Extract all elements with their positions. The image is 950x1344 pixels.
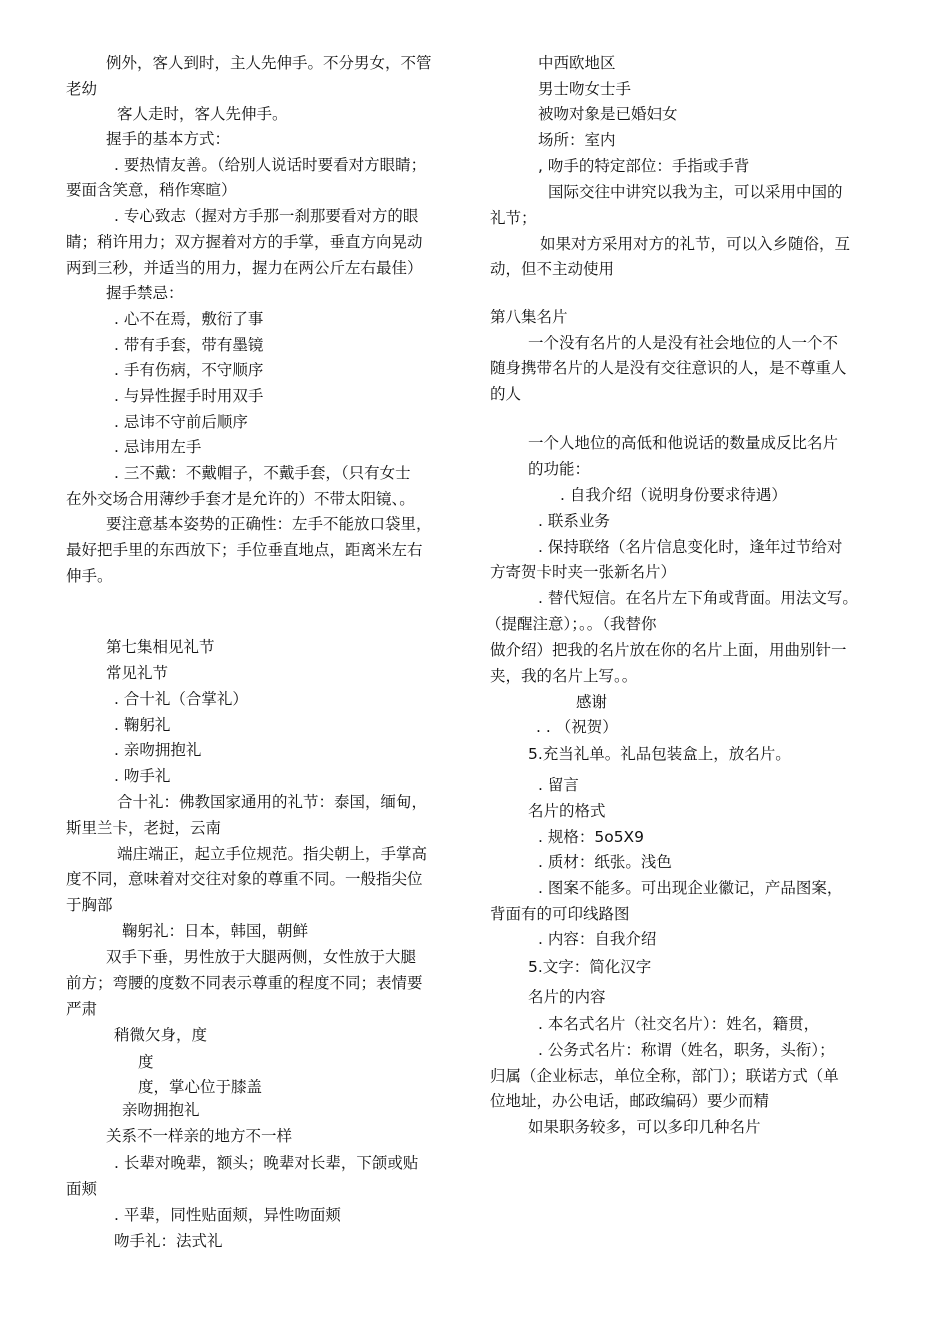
text-line: 关系不一样亲的地方不一样 [106,1127,293,1145]
text-line: . 替代短信。在名片左下角或背面。用法文写。 [538,589,858,607]
text-line: 例外，客人到时，主人先伸手。不分男女，不管 [106,54,432,72]
text-line: 合十礼：佛教国家通用的礼节：泰国，缅甸， [117,793,428,811]
text-line: 归属（企业标志，单位全称，部门）；联诺方式（单 [490,1067,839,1085]
text-line: 中西欧地区 [538,54,616,72]
text-line: . 保持联络（名片信息变化时，逢年过节给对 [538,538,843,556]
text-line: . 忌讳不守前后顺序 [114,413,248,431]
text-line: . 规格：5o5X9 [538,828,645,846]
text-line: 度，掌心位于膝盖 [138,1078,263,1096]
text-line: 老幼 [66,80,98,98]
text-line: （提醒注意）；。。（我替你 [486,615,657,633]
text-line: . 图案不能多。可出现企业徽记，产品图案， [538,879,843,897]
text-line: 鞠躬礼：日本，韩国，朝鲜 [122,922,309,940]
section-heading: 第七集相见礼节 [106,638,215,656]
text-line: . 鞠躬礼 [114,716,171,734]
text-line: 的功能： [528,460,591,478]
text-line: 男士吻女士手 [538,80,632,98]
text-line: 握手的基本方式： [106,130,231,148]
text-line: 5.充当礼单。礼品包装盒上，放名片。 [528,745,791,763]
text-line: 位地址，办公电话，邮政编码）要少而精 [490,1092,770,1110]
text-line: 场所：室内 [538,131,616,149]
text-line: 常见礼节 [106,664,169,682]
text-line: . 三不戴：不戴帽子，不戴手套，（只有女士 [114,464,411,482]
text-line: 一个人地位的高低和他说话的数量成反比名片 [528,434,839,452]
text-line: 名片的格式 [528,802,606,820]
text-line: 最好把手里的东西放下；手位垂直地点，距离米左右 [66,541,423,559]
text-line: 的人 [490,385,522,403]
text-line: . 吻手礼 [114,767,171,785]
text-line: 随身携带名片的人是没有交往意识的人，是不尊重人 [490,359,847,377]
text-line: 如果职务较多，可以多印几种名片 [528,1118,761,1136]
text-line: . 内容：自我介绍 [538,930,657,948]
text-line: 睛；稍许用力；双方握着对方的手掌，垂直方向晃动 [66,233,423,251]
text-line: 斯里兰卡，老挝，云南 [66,819,222,837]
text-line: 做介绍）把我的名片放在你的名片上面，用曲别针一 [490,641,847,659]
text-line: 吻手礼：法式礼 [114,1232,223,1250]
text-line: 礼节； [490,209,537,227]
text-line: . 自我介绍（说明身份要求待遇） [560,486,787,504]
text-line: 亲吻拥抱礼 [122,1101,200,1119]
text-line: . 合十礼（合掌礼） [114,690,248,708]
text-line: . 平辈，同性贴面颊，异性吻面颊 [114,1206,341,1224]
text-line: . 质材：纸张。浅色 [538,853,672,871]
text-line: 背面有的可印线路图 [490,905,630,923]
text-line: 双手下垂，男性放于大腿两侧，女性放于大腿 [106,948,417,966]
text-line: . 联系业务 [538,512,610,530]
text-line: 一个没有名片的人是没有社会地位的人一个不 [528,334,839,352]
text-line: 国际交往中讲究以我为主，可以采用中国的 [548,183,843,201]
text-line: 在外交场合用薄纱手套才是允许的）不带太阳镜、。 [66,490,415,508]
text-line: . 本名式名片（社交名片）：姓名，籍贯， [538,1015,820,1033]
text-line: 握手禁忌： [106,284,184,302]
text-line: 伸手。 [66,567,113,585]
text-line: . 专心致志（握对方手那一刹那要看对方的眼 [114,207,419,225]
text-line: . 忌讳用左手 [114,438,202,456]
text-line: 稍微欠身，度 [114,1026,208,1044]
section-heading: 第八集名片 [490,308,568,326]
text-line: . . （祝贺） [536,718,618,736]
text-line: . 亲吻拥抱礼 [114,741,202,759]
text-line: . 长辈对晚辈，额头；晚辈对长辈，下颌或贴 [114,1154,419,1172]
text-line: 度不同，意味着对交往对象的尊重不同。一般指尖位 [66,870,423,888]
text-line: 方寄贺卡时夹一张新名片） [490,563,677,581]
text-line: 两到三秒，并适当的用力，握力在两公斤左右最佳） [66,259,423,277]
text-line: . 与异性握手时用双手 [114,387,264,405]
text-line: 动，但不主动使用 [490,260,615,278]
text-line: 端庄端正，起立手位规范。指尖朝上，手掌高 [117,845,428,863]
text-line: 5.文字：简化汉字 [528,958,652,976]
text-line: 于胸部 [66,896,113,914]
text-line: 要注意基本姿势的正确性：左手不能放口袋里， [106,515,432,533]
text-line: 客人走时，客人先伸手。 [117,105,288,123]
text-line: 夹，我的名片上写。。 [490,667,638,685]
text-line: . 心不在焉，敷衍了事 [114,310,264,328]
text-line: 前方；弯腰的度数不同表示尊重的程度不同；表情要 [66,974,423,992]
text-line: . 公务式名片：称谓（姓名，职务，头衔）； [538,1041,835,1059]
text-line: 名片的内容 [528,988,606,1006]
text-line: . 带有手套，带有墨镜 [114,336,264,354]
text-line: . 要热情友善。（给别人说话时要看对方眼睛； [114,156,427,174]
text-line: 度 [138,1053,154,1071]
text-line: 要面含笑意，稍作寒暄） [66,181,237,199]
text-line: . 留言 [538,776,579,794]
text-line: 严肃 [66,1000,98,1018]
text-line: 如果对方采用对方的礼节，可以入乡随俗，互 [540,235,851,253]
text-line: 被吻对象是已婚妇女 [538,105,678,123]
text-line: . 手有伤病，不守顺序 [114,361,264,379]
text-line: , 吻手的特定部位：手指或手背 [538,157,750,175]
text-line: 面颊 [66,1180,98,1198]
text-line: 感谢 [576,693,608,711]
